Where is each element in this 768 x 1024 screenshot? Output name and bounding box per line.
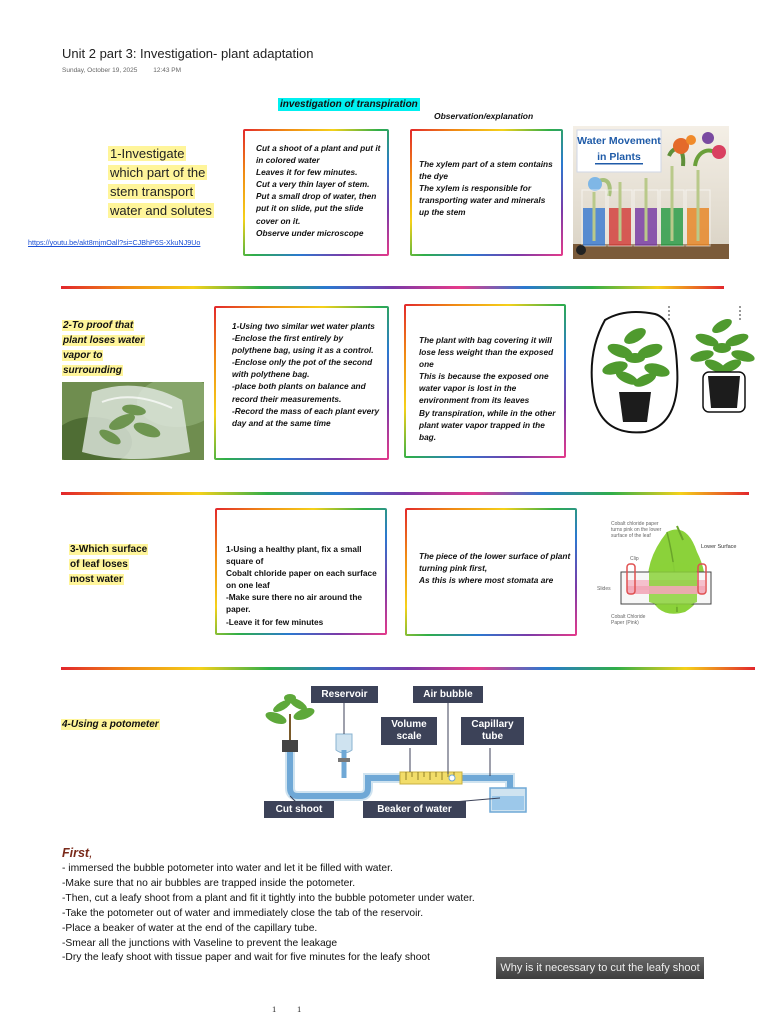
potted-plants-illustration bbox=[585, 306, 760, 438]
diagram-paper-label: Cobalt Chloride Paper (Pink) bbox=[611, 614, 646, 626]
plastic-bag-photo bbox=[62, 382, 204, 460]
instruction-line: -Take the potometer out of water and immediately close the tab of the reservoir. bbox=[62, 907, 424, 919]
section4-question-text: 4-Using a potometer bbox=[62, 719, 159, 730]
section3-observation-text: The piece of the lower surface of plant turning pink first, As this is where most stomata are bbox=[419, 551, 571, 586]
photo-title-line1: Water Movement bbox=[577, 135, 661, 147]
section1-question-line: water and solutes bbox=[110, 203, 212, 218]
section-divider bbox=[61, 286, 724, 289]
section-divider bbox=[61, 492, 749, 495]
section3-procedure-text: 1-Using a healthy plant, fix a small square of Cobalt chloride paper on each surface on one leaf -Make sure there no air around the paper. -Leave it for few minutes bbox=[226, 544, 377, 627]
label-volume-scale bbox=[381, 717, 437, 745]
instruction-line: - immersed the bubble potometer into water and let it be filled with water. bbox=[62, 863, 393, 874]
section1-question bbox=[108, 144, 214, 220]
investigation-heading bbox=[278, 94, 420, 112]
page-time: 12:43 PM bbox=[153, 67, 182, 74]
instruction-line: -Make sure that no air bubbles are trapped inside the potometer. bbox=[62, 877, 356, 889]
section2-observation-text: The plant with bag covering it will lose less weight than the exposed one This is because the exposed one water vapor is lost in the environment from its leaves By transpiration, while in the other plant water vapor trapped in the bag. bbox=[419, 335, 556, 442]
cobalt-chloride-diagram bbox=[597, 512, 747, 638]
section1-question-line: 1-Investigate bbox=[110, 146, 185, 161]
section3-question-line: 3-Which surface bbox=[70, 544, 148, 555]
section2-observation-box bbox=[404, 304, 566, 458]
observation-heading: Observation/explanation bbox=[434, 111, 534, 121]
section1-observation-box bbox=[410, 129, 563, 256]
colored-water-photo bbox=[573, 126, 729, 259]
first-instructions bbox=[62, 862, 482, 979]
label-capillary-tube bbox=[461, 717, 524, 745]
section2-question-line: 2-To proof that bbox=[63, 320, 134, 331]
first-heading bbox=[62, 846, 93, 860]
instruction-line: -Smear all the junctions with Vaseline to prevent the leakage bbox=[62, 937, 338, 949]
instruction-line: -Dry the leafy shoot with tissue paper and wait for five minutes for the leafy shoot bbox=[62, 952, 431, 964]
section1-procedure-box bbox=[243, 129, 389, 256]
label-volume-line1: Volume bbox=[391, 719, 427, 730]
section1-question-line: stem transport bbox=[110, 184, 194, 199]
section3-procedure-box bbox=[215, 508, 387, 635]
section4-question bbox=[61, 717, 160, 732]
section2-procedure-text: 1-Using two similar wet water plants -Enclose the first entirely by polythene bag, using it as a control. -Enclose only the pot of the second with polythene bag. -place both plants on balance and record their measurements. -Record the mass of each plant every day and at the same time bbox=[232, 321, 380, 428]
diagram-slides-label: Slides bbox=[597, 586, 611, 592]
label-reservoir: Reservoir bbox=[311, 686, 378, 703]
diagram-lower-surface-label: Lower Surface bbox=[701, 544, 737, 550]
instruction-line: -Then, cut a leafy shoot from a plant and fit it tightly into the bubble potometer under water. bbox=[62, 892, 475, 904]
section1-procedure-text: Cut a shoot of a plant and put it in colored water Leaves it for few minutes. Cut a very thin layer of stem. Put a small drop of water, then put it on slide, put the slide cover on it. Observe under microscope bbox=[256, 143, 381, 238]
instruction-line: -Place a beaker of water at the end of the capillary tube. bbox=[62, 922, 318, 934]
section1-observation-text: The xylem part of a stem contains the dye The xylem is responsible for transporting water and minerals up the stem bbox=[419, 159, 553, 218]
page-datetime bbox=[62, 67, 195, 74]
section3-question-line: of leaf loses bbox=[70, 559, 128, 570]
section2-procedure-box bbox=[214, 306, 389, 460]
label-volume-line2: scale bbox=[396, 731, 422, 742]
page-title: Unit 2 part 3: Investigation- plant adaptation bbox=[62, 46, 314, 61]
section3-question bbox=[69, 542, 148, 587]
section3-question-line: most water bbox=[70, 574, 123, 585]
page-number: 1 bbox=[272, 1004, 277, 1014]
section2-question-line: vapor to bbox=[63, 350, 103, 361]
label-capillary-line2: tube bbox=[481, 731, 504, 742]
label-air-bubble: Air bubble bbox=[413, 686, 483, 703]
diagram-top-label: Cobalt chloride paper turns pink on the lower surface of the leaf bbox=[611, 521, 662, 539]
video-caption-banner: Why is it necessary to cut the leafy shoot bbox=[496, 957, 704, 979]
section2-question bbox=[62, 318, 145, 378]
label-cut-shoot: Cut shoot bbox=[264, 801, 334, 818]
photo-title-line2: in Plants bbox=[597, 151, 641, 163]
section-divider bbox=[61, 667, 755, 670]
section2-question-line: plant loses water bbox=[63, 335, 145, 346]
section3-observation-box bbox=[405, 508, 577, 636]
diagram-clip-label: Clip bbox=[630, 556, 639, 562]
first-heading-text: First bbox=[62, 846, 90, 860]
section1-question-line: which part of the bbox=[110, 165, 206, 180]
first-heading-comma: , bbox=[89, 846, 93, 860]
youtube-link[interactable]: https://youtu.be/akt8mjmOall?si=CJBhP6S-XkuNJ9Uo bbox=[28, 238, 201, 247]
potometer-diagram bbox=[260, 684, 535, 820]
page-date: Sunday, October 19, 2025 bbox=[62, 67, 138, 74]
investigation-heading-text: investigation of transpiration bbox=[280, 99, 418, 110]
section2-question-line: surrounding bbox=[63, 365, 122, 376]
label-capillary-line1: Capillary bbox=[471, 719, 514, 730]
label-beaker-of-water: Beaker of water bbox=[363, 801, 466, 818]
page-number: 1 bbox=[297, 1004, 302, 1014]
